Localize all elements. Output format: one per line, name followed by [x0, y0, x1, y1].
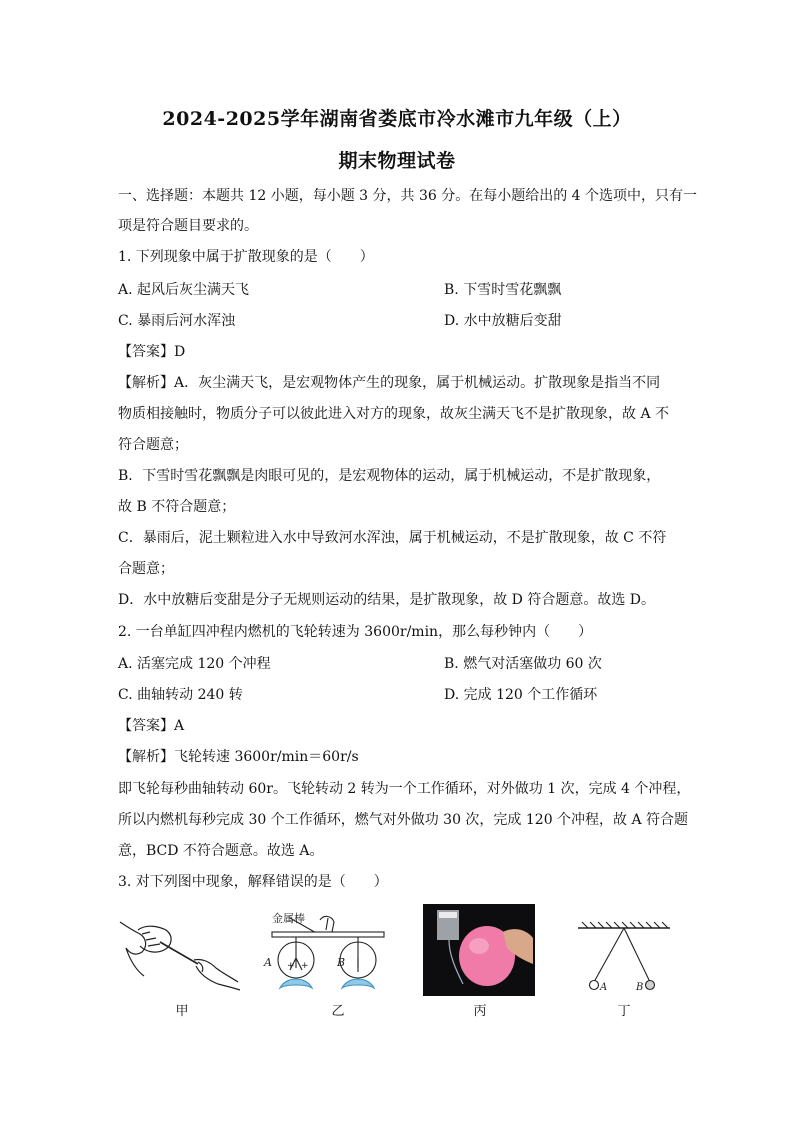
- q1-option-a: A. 起风后灰尘满天飞: [118, 282, 250, 298]
- figure-yi-caption: 乙: [331, 1004, 345, 1019]
- label-ball-b: B: [636, 982, 644, 993]
- q1-stem: 1. 下列现象中属于扩散现象的是（ ）: [118, 249, 374, 265]
- q1-analysis-line: C．暴雨后，泥土颗粒进入水中导致河水浑浊，属于机械运动，不是扩散现象，故 C 不符: [118, 530, 667, 546]
- figure-jia-caption: 甲: [175, 1004, 189, 1019]
- q1-analysis-line: D．水中放糖后变甜是分子无规则运动的结果，是扩散现象，故 D 符合题意。故选 D。: [118, 592, 656, 608]
- q1-analysis-line: B．下雪时雪花飘飘是肉眼可见的，是宏观物体的运动，属于机械运动，不是扩散现象，: [118, 468, 661, 484]
- q3-stem: 3. 对下列图中现象，解释错误的是（ ）: [118, 874, 388, 890]
- q2-analysis-line: 所以内燃机每秒完成 30 个工作循环，燃气对外做功 30 次，完成 120 个冲程，故 A 符合题: [118, 812, 689, 828]
- label-electroscope-a: A: [264, 956, 272, 969]
- q2-option-a: A. 活塞完成 120 个冲程: [118, 656, 271, 672]
- figure-bing-caption: 丙: [473, 1004, 487, 1019]
- q1-analysis-line: 物质相接触时，物质分子可以彼此进入对方的现象，故灰尘满天飞不是扩散现象，故 A 不: [118, 406, 670, 422]
- q2-analysis-line: 即飞轮每秒曲轴转动 60r。飞轮转动 2 转为一个工作循环，对外做功 1 次，完成 4 个冲程，: [118, 781, 691, 797]
- q1-option-c: C. 暴雨后河水浑浊: [118, 313, 236, 329]
- exam-title-line2: 期末物理试卷: [338, 150, 456, 172]
- label-electroscope-b: B: [337, 956, 346, 969]
- figure-ding-hanging-balls: [574, 918, 674, 998]
- label-plus-left: +: [287, 961, 295, 971]
- section-heading-line1: 一、选择题：本题共 12 小题，每小题 3 分，共 36 分。在每小题给出的 4 个选项中，只有一: [118, 188, 698, 204]
- q1-analysis-line: 故 B 不符合题意；: [118, 499, 236, 515]
- q2-option-d: D. 完成 120 个工作循环: [444, 687, 598, 703]
- figure-ding-caption: 丁: [617, 1004, 631, 1019]
- figure-jia-rubbing: [116, 912, 242, 992]
- q2-analysis-line: 意，BCD 不符合题意。故选 A。: [118, 843, 324, 859]
- q2-option-b: B. 燃气对活塞做功 60 次: [444, 656, 602, 672]
- q1-analysis-line: 合题意；: [118, 561, 174, 577]
- q1-analysis-line: 【解析】A．灰尘满天飞，是宏观物体产生的现象，属于机械运动。扩散现象是指当不同: [118, 375, 661, 391]
- label-plus-right: +: [301, 961, 309, 971]
- q2-stem: 2. 一台单缸四冲程内燃机的飞轮转速为 3600r/min，那么每秒钟内（ ）: [118, 624, 593, 640]
- q1-option-d: D. 水中放糖后变甜: [444, 313, 562, 329]
- exam-title-line1: 2024-2025学年湖南省娄底市冷水滩市九年级（上）: [162, 108, 632, 130]
- figure-bing-balloon-photo: [423, 904, 535, 996]
- q1-answer: 【答案】D: [118, 344, 186, 360]
- figure-yi-electroscopes: [262, 908, 392, 1000]
- label-metal-rod: 金属棒: [272, 912, 305, 925]
- q2-option-c: C. 曲轴转动 240 转: [118, 687, 243, 703]
- label-ball-a: A: [600, 982, 608, 993]
- q2-answer: 【答案】A: [118, 718, 185, 734]
- q1-option-b: B. 下雪时雪花飘飘: [444, 282, 562, 298]
- section-heading-line2: 项是符合题目要求的。: [118, 218, 258, 234]
- q1-analysis-line: 符合题意；: [118, 437, 188, 453]
- q2-analysis-line: 【解析】飞轮转速 3600r/min＝60r/s: [118, 749, 359, 765]
